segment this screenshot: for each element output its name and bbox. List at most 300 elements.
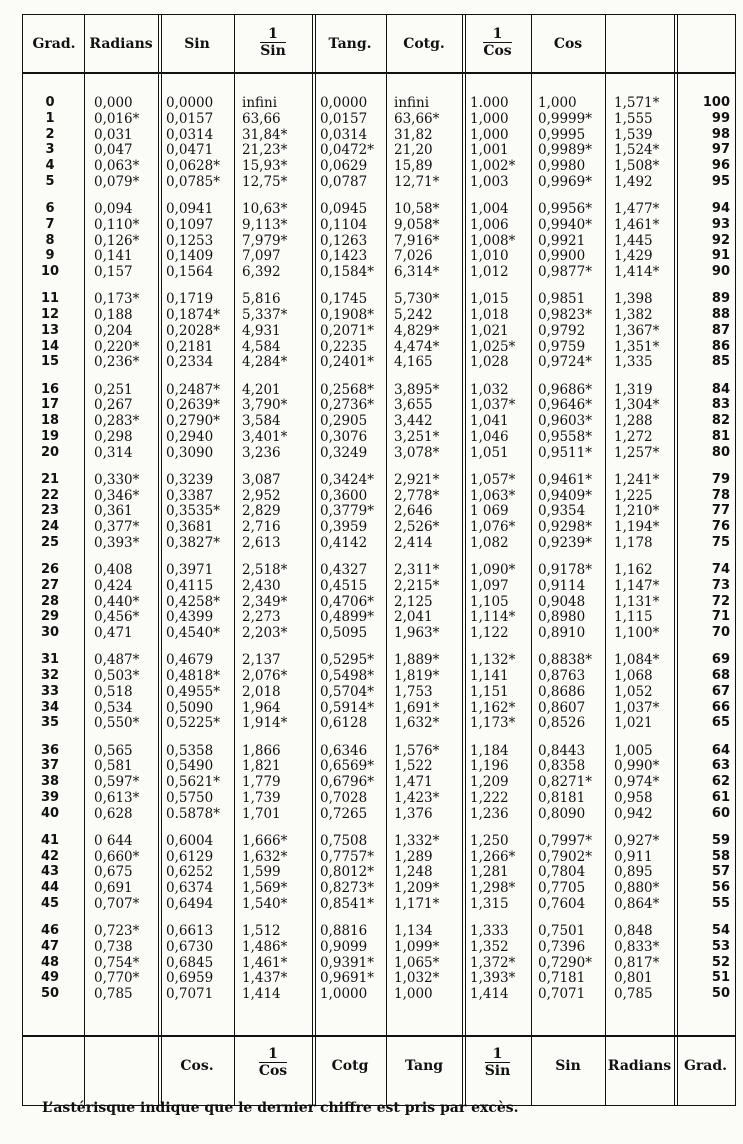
cell-inv-cos: 1,037* xyxy=(470,397,516,414)
cell-tang: 0,2736* xyxy=(320,397,374,414)
cell-inv-sin: 2,952 xyxy=(242,487,281,504)
cell-inv-cos: 1,004 xyxy=(470,201,509,217)
cell-grad-comp: 75 xyxy=(711,534,730,550)
cell-cotg: 63,66* xyxy=(394,110,440,127)
cell-cos: 0,9989* xyxy=(538,142,592,159)
cell-radians: 0,613* xyxy=(94,789,140,806)
cell-radians-comp: 0,848 xyxy=(614,923,653,939)
cell-cotg: 12,71* xyxy=(394,173,440,190)
cell-sin: 0,6959 xyxy=(166,970,214,987)
cell-cos: 0,8443 xyxy=(538,742,586,759)
cell-radians-comp: 1,319 xyxy=(614,381,653,398)
cell-cotg: 6,314* xyxy=(394,264,440,280)
cell-grad: 1 xyxy=(45,110,55,126)
cell-sin: 0,4540* xyxy=(166,625,220,641)
cell-inv-sin: 4,931 xyxy=(242,322,281,339)
cell-inv-sin: 1,569* xyxy=(242,880,288,896)
cell-grad: 5 xyxy=(45,173,55,189)
cell-radians: 0,723* xyxy=(94,923,140,939)
cell-radians: 0,597* xyxy=(94,774,140,790)
cell-inv-sin: 31,84* xyxy=(242,126,288,143)
cell-inv-sin: 1,866 xyxy=(242,742,281,759)
cell-radians: 0,094 xyxy=(94,201,133,217)
cell-grad: 16 xyxy=(40,381,60,397)
cell-inv-cos: 1,008* xyxy=(470,232,516,249)
cell-cotg: 1,332* xyxy=(394,832,440,849)
cell-cos: 0,9921 xyxy=(538,232,586,249)
cell-grad: 18 xyxy=(40,413,60,428)
cell-sin: 0,0628* xyxy=(166,158,220,174)
cell-radians: 0,346* xyxy=(94,487,140,504)
cell-sin: 0,3090 xyxy=(166,444,214,461)
cell-radians: 0,047 xyxy=(94,142,133,159)
cell-cos: 0,9792 xyxy=(538,322,586,339)
cell-grad: 26 xyxy=(40,562,60,577)
cell-radians: 0,565 xyxy=(94,742,133,759)
footer-sin: Sin xyxy=(555,1058,581,1074)
cell-cos: 0,8686 xyxy=(538,683,586,700)
cell-inv-sin: 2,430 xyxy=(242,577,281,594)
cell-tang: 0,6796* xyxy=(320,774,374,790)
cell-radians: 0,126* xyxy=(94,232,140,249)
cell-radians-comp: 1,524* xyxy=(614,142,660,159)
cell-inv-cos: 1,196 xyxy=(470,758,509,775)
footer-grad: Grad. xyxy=(683,1058,728,1074)
cell-tang: 0,7265 xyxy=(320,805,368,822)
cell-cos: 0,8526 xyxy=(538,715,586,732)
cell-radians-comp: 1,021 xyxy=(614,715,653,732)
cell-radians-comp: 0,927* xyxy=(614,832,660,849)
cell-cotg: 15,89 xyxy=(394,158,433,174)
cell-cotg: 5,730* xyxy=(394,291,440,308)
cell-cotg: 1,423* xyxy=(394,789,440,806)
cell-radians: 0,063* xyxy=(94,158,140,174)
cell-cotg: 1,819* xyxy=(394,668,440,684)
cell-cotg: 4,165 xyxy=(394,354,433,371)
cell-radians: 0,141 xyxy=(94,248,133,265)
cell-radians-comp: 1,351* xyxy=(614,338,660,355)
cell-sin: 0,2181 xyxy=(166,338,214,355)
cell-grad-comp: 90 xyxy=(711,264,730,279)
cell-inv-sin: 10,63* xyxy=(242,201,288,217)
cell-inv-cos: 1,352 xyxy=(470,938,509,955)
cell-tang: 0,1745 xyxy=(320,291,368,308)
cell-tang: 0,1908* xyxy=(320,307,374,323)
cell-grad: 17 xyxy=(40,397,60,413)
cell-radians-comp: 0,974* xyxy=(614,774,660,790)
cell-tang: 0,1423 xyxy=(320,248,368,265)
cell-inv-cos: 1,393* xyxy=(470,970,516,987)
cell-inv-cos: 1,266* xyxy=(470,848,516,865)
cell-grad: 34 xyxy=(40,699,60,715)
cell-inv-cos: 1,003 xyxy=(470,173,509,190)
cell-grad-comp: 51 xyxy=(711,970,730,986)
cell-inv-sin: 1,414 xyxy=(242,986,281,1002)
cell-grad-comp: 61 xyxy=(711,789,730,805)
cell-grad-comp: 76 xyxy=(711,519,730,534)
cell-radians-comp: 1,398 xyxy=(614,291,653,308)
cell-tang: 0,1584* xyxy=(320,264,374,280)
cell-tang: 0,5498* xyxy=(320,668,374,684)
cell-grad: 0 xyxy=(45,95,55,110)
cell-cotg: 31,82 xyxy=(394,126,433,143)
cell-radians: 0,581 xyxy=(94,758,133,775)
cell-radians-comp: 1,571* xyxy=(614,95,660,111)
cell-cos: 0,9178* xyxy=(538,562,592,578)
cell-inv-sin: 1,599 xyxy=(242,864,281,881)
cell-sin: 0,3387 xyxy=(166,487,214,504)
cell-sin: 0,2940 xyxy=(166,428,214,445)
cell-tang: 0,8541* xyxy=(320,895,374,912)
cell-grad-comp: 82 xyxy=(711,413,730,428)
cell-grad-comp: 85 xyxy=(711,354,730,370)
cell-radians-comp: 0,911 xyxy=(614,848,653,865)
cell-inv-cos: 1,281 xyxy=(470,864,509,881)
cell-grad-comp: 60 xyxy=(711,805,730,821)
cell-grad-comp: 96 xyxy=(711,158,730,173)
cell-radians: 0,534 xyxy=(94,699,133,716)
cell-radians-comp: 0,817* xyxy=(614,954,660,971)
footer-cotg: Cotg xyxy=(331,1058,369,1074)
cell-grad-comp: 72 xyxy=(711,593,730,609)
cell-sin: 0,0000 xyxy=(166,95,214,111)
cell-radians: 0,110* xyxy=(94,216,140,233)
cell-cos: 0,8838* xyxy=(538,652,592,669)
cell-inv-sin: 3,401* xyxy=(242,428,288,445)
cell-cotg: 3,078* xyxy=(394,444,440,461)
cell-tang: 0,3600 xyxy=(320,487,368,504)
cell-inv-sin: 1,540* xyxy=(242,895,288,912)
cell-grad: 25 xyxy=(40,534,60,550)
cell-radians-comp: 1,210* xyxy=(614,503,660,520)
cell-inv-cos: 1,000 xyxy=(470,110,509,127)
cell-grad: 4 xyxy=(45,158,55,173)
cell-sin: 0,4258* xyxy=(166,593,220,610)
cell-grad: 50 xyxy=(40,986,60,1001)
cell-inv-sin: 1,632* xyxy=(242,848,288,865)
cell-grad: 33 xyxy=(40,683,60,699)
cell-inv-cos: 1,222 xyxy=(470,789,509,806)
cell-cos: 0,8980 xyxy=(538,609,586,626)
cell-radians-comp: 0,833* xyxy=(614,938,660,955)
cell-grad-comp: 57 xyxy=(711,864,730,880)
cell-sin: 0,0785* xyxy=(166,173,220,190)
cell-grad: 28 xyxy=(40,593,60,609)
cell-sin: 0,5358 xyxy=(166,742,214,759)
cell-grad-comp: 81 xyxy=(711,428,730,444)
cell-sin: 0,2790* xyxy=(166,413,220,429)
cell-inv-cos: 1,105 xyxy=(470,593,509,610)
cell-inv-sin: 1,964 xyxy=(242,699,281,716)
cell-tang: 0,7508 xyxy=(320,832,368,849)
cell-cos: 0,9724* xyxy=(538,354,592,371)
cell-cos: 0,7071 xyxy=(538,986,586,1002)
cell-inv-sin: 12,75* xyxy=(242,173,288,190)
cell-radians-comp: 1,272 xyxy=(614,428,653,445)
cell-inv-sin: 2,018 xyxy=(242,683,281,700)
cell-tang: 0,5704* xyxy=(320,683,374,700)
cell-radians-comp: 1,335 xyxy=(614,354,653,371)
cell-sin: 0,2334 xyxy=(166,354,214,371)
cell-inv-cos: 1,002* xyxy=(470,158,516,174)
cell-cotg: 1,522 xyxy=(394,758,433,775)
cell-tang: 0,1104 xyxy=(320,216,368,233)
cell-tang: 0,7757* xyxy=(320,848,374,865)
cell-sin: 0,1564 xyxy=(166,264,214,280)
cell-cotg: 1,134 xyxy=(394,923,433,939)
cell-sin: 0,6494 xyxy=(166,895,214,912)
cell-cotg: 1,171* xyxy=(394,895,440,912)
cell-sin: 0,6129 xyxy=(166,848,214,865)
cell-grad: 21 xyxy=(40,471,60,487)
cell-cotg: 1,065* xyxy=(394,954,440,971)
cell-grad: 13 xyxy=(40,322,60,338)
cell-sin: 0,3827* xyxy=(166,534,220,551)
cell-grad-comp: 71 xyxy=(711,609,730,625)
cell-cotg: 1,248 xyxy=(394,864,433,881)
header-cotg: Cotg. xyxy=(403,36,445,52)
cell-inv-sin: 1,512 xyxy=(242,923,281,939)
cell-grad-comp: 55 xyxy=(711,895,730,911)
cell-cotg: 1,209* xyxy=(394,880,440,896)
cell-inv-cos: 1,141 xyxy=(470,668,509,684)
cell-inv-sin: 2,349* xyxy=(242,593,288,610)
cell-tang: 0,2905 xyxy=(320,413,368,429)
cell-cos: 0,7804 xyxy=(538,864,586,881)
cell-inv-cos: 1,298* xyxy=(470,880,516,896)
cell-radians-comp: 0,990* xyxy=(614,758,660,775)
cell-inv-sin: 1,437* xyxy=(242,970,288,987)
cell-tang: 0,0945 xyxy=(320,201,368,217)
cell-inv-sin: 1,739 xyxy=(242,789,281,806)
cell-inv-cos: 1,001 xyxy=(470,142,509,159)
cell-cos: 0,9686* xyxy=(538,381,592,398)
cell-radians-comp: 1,178 xyxy=(614,534,653,551)
cell-inv-cos: 1,028 xyxy=(470,354,509,371)
cell-tang: 0,6128 xyxy=(320,715,368,732)
cell-tang: 1,0000 xyxy=(320,986,368,1002)
cell-cotg: 1,032* xyxy=(394,970,440,987)
cell-inv-cos: 1,018 xyxy=(470,307,509,323)
cell-grad: 29 xyxy=(40,609,60,625)
cell-radians-comp: 0,864* xyxy=(614,895,660,912)
cell-inv-sin: 2,518* xyxy=(242,562,288,578)
cell-cos: 0,7181 xyxy=(538,970,586,987)
header-cos: Cos xyxy=(553,36,583,52)
cell-grad-comp: 50 xyxy=(711,986,730,1001)
cell-grad: 19 xyxy=(40,428,60,444)
cell-inv-cos: 1.000 xyxy=(470,95,509,111)
cell-cos: 0,7902* xyxy=(538,848,592,865)
cell-tang: 0,7028 xyxy=(320,789,368,806)
cell-grad-comp: 70 xyxy=(711,625,730,640)
cell-cos: 0,9354 xyxy=(538,503,586,520)
cell-tang: 0,8273* xyxy=(320,880,374,896)
cell-inv-sin: infini xyxy=(242,95,278,111)
cell-tang: 0,3249 xyxy=(320,444,368,461)
cell-grad: 3 xyxy=(45,142,55,158)
cell-grad-comp: 66 xyxy=(711,699,730,715)
cell-radians-comp: 1,225 xyxy=(614,487,653,504)
cell-tang: 0,9391* xyxy=(320,954,374,971)
cell-grad: 14 xyxy=(40,338,60,354)
cell-cotg: 2,526* xyxy=(394,519,440,535)
cell-tang: 0,0314 xyxy=(320,126,368,143)
cell-radians: 0 644 xyxy=(94,832,133,849)
cell-inv-cos: 1,236 xyxy=(470,805,509,822)
cell-sin: 0,6845 xyxy=(166,954,214,971)
cell-radians-comp: 1,162 xyxy=(614,562,653,578)
cell-cos: 0,9823* xyxy=(538,307,592,323)
cell-grad-comp: 93 xyxy=(711,216,730,232)
cell-cos: 0,9461* xyxy=(538,471,592,488)
cell-cotg: 2,311* xyxy=(394,562,440,578)
cell-cotg: 2,414 xyxy=(394,534,433,551)
cell-grad-comp: 65 xyxy=(711,715,730,731)
cell-sin: 0,6613 xyxy=(166,923,214,939)
cell-cotg: 4,829* xyxy=(394,322,440,339)
cell-grad-comp: 68 xyxy=(711,668,730,683)
cell-inv-cos: 1,006 xyxy=(470,216,509,233)
cell-radians: 0,691 xyxy=(94,880,133,896)
cell-radians-comp: 1,382 xyxy=(614,307,653,323)
cell-grad: 44 xyxy=(40,880,60,895)
cell-radians: 0,079* xyxy=(94,173,140,190)
cell-cotg: 3,251* xyxy=(394,428,440,445)
cell-tang: 0,3779* xyxy=(320,503,374,520)
cell-inv-sin: 2,076* xyxy=(242,668,288,684)
cell-radians-comp: 0,895 xyxy=(614,864,653,881)
cell-grad: 10 xyxy=(40,264,60,279)
cell-radians: 0,283* xyxy=(94,413,140,429)
cell-inv-cos: 1,151 xyxy=(470,683,509,700)
cell-sin: 0,4955* xyxy=(166,683,220,700)
cell-inv-sin: 2,137 xyxy=(242,652,281,669)
cell-inv-cos: 1,132* xyxy=(470,652,516,669)
cell-grad: 48 xyxy=(40,954,60,970)
cell-radians: 0,550* xyxy=(94,715,140,732)
cell-sin: 0,4399 xyxy=(166,609,214,626)
cell-cotg: 1,963* xyxy=(394,625,440,641)
cell-inv-cos: 1,051 xyxy=(470,444,509,461)
cell-cos: 0,9298* xyxy=(538,519,592,535)
cell-cos: 0,8090 xyxy=(538,805,586,822)
cell-inv-sin: 15,93* xyxy=(242,158,288,174)
cell-grad-comp: 99 xyxy=(711,110,730,126)
cell-tang: 0,2235 xyxy=(320,338,368,355)
cell-radians: 0,000 xyxy=(94,95,133,111)
cell-radians-comp: 1,461* xyxy=(614,216,660,233)
cell-cos: 0,9900 xyxy=(538,248,586,265)
cell-cotg: 1,376 xyxy=(394,805,433,822)
cell-radians-comp: 1,367* xyxy=(614,322,660,339)
cell-grad-comp: 59 xyxy=(711,832,730,848)
cell-inv-cos: 1,173* xyxy=(470,715,516,732)
cell-radians-comp: 1,037* xyxy=(614,699,660,716)
cell-cos: 0,9940* xyxy=(538,216,592,233)
cell-sin: 0,0471 xyxy=(166,142,214,159)
cell-grad: 23 xyxy=(40,503,60,519)
cell-tang: 0,9691* xyxy=(320,970,374,987)
cell-grad-comp: 89 xyxy=(711,291,730,307)
cell-grad-comp: 80 xyxy=(711,444,730,460)
cell-inv-sin: 21,23* xyxy=(242,142,288,159)
cell-sin: 0,1253 xyxy=(166,232,214,249)
cell-grad-comp: 77 xyxy=(711,503,730,519)
cell-radians-comp: 1,194* xyxy=(614,519,660,535)
cell-grad: 37 xyxy=(40,758,60,774)
cell-grad-comp: 73 xyxy=(711,577,730,593)
cell-sin: 0,3681 xyxy=(166,519,214,535)
cell-inv-cos: 1,000 xyxy=(470,126,509,143)
cell-radians: 0,267 xyxy=(94,397,133,414)
cell-radians-comp: 1,131* xyxy=(614,593,660,610)
cell-grad: 35 xyxy=(40,715,60,731)
cell-inv-cos: 1,063* xyxy=(470,487,516,504)
cell-radians: 0,173* xyxy=(94,291,140,308)
cell-tang: 0,4515 xyxy=(320,577,368,594)
cell-radians: 0,660* xyxy=(94,848,140,865)
cell-radians: 0,440* xyxy=(94,593,140,610)
cell-inv-cos: 1,082 xyxy=(470,534,509,551)
cell-tang: 0,4327 xyxy=(320,562,368,578)
cell-grad-comp: 87 xyxy=(711,322,730,338)
cell-grad-comp: 79 xyxy=(711,471,730,487)
cell-inv-cos: 1,041 xyxy=(470,413,509,429)
cell-grad: 36 xyxy=(40,742,60,758)
cell-tang: 0,6346 xyxy=(320,742,368,759)
cell-sin: 0,0314 xyxy=(166,126,214,143)
cell-cotg: infini xyxy=(394,95,430,111)
cell-radians: 0,157 xyxy=(94,264,133,280)
cell-cotg: 2,125 xyxy=(394,593,433,610)
cell-radians: 0,393* xyxy=(94,534,140,551)
cell-radians-comp: 0,785 xyxy=(614,986,653,1002)
cell-grad: 41 xyxy=(40,832,60,848)
cell-cos: 0,7604 xyxy=(538,895,586,912)
cell-tang: 0,0157 xyxy=(320,110,368,127)
cell-inv-cos: 1,046 xyxy=(470,428,509,445)
cell-sin: 0,3971 xyxy=(166,562,214,578)
cell-grad: 22 xyxy=(40,487,60,503)
cell-grad-comp: 69 xyxy=(711,652,730,668)
cell-radians: 0,361 xyxy=(94,503,133,520)
cell-cos: 0,7705 xyxy=(538,880,586,896)
cell-radians: 0,675 xyxy=(94,864,133,881)
cell-grad: 30 xyxy=(40,625,60,640)
cell-cotg: 1,000 xyxy=(394,986,433,1002)
header-grad: Grad. xyxy=(32,36,76,52)
cell-tang: 0,2071* xyxy=(320,322,374,339)
cell-cotg: 1,099* xyxy=(394,938,440,955)
cell-sin: 0,7071 xyxy=(166,986,214,1002)
cell-radians-comp: 1,052 xyxy=(614,683,653,700)
cell-inv-sin: 3,584 xyxy=(242,413,281,429)
cell-radians-comp: 1,555 xyxy=(614,110,653,127)
cell-radians-comp: 1,100* xyxy=(614,625,660,641)
cell-sin: 0,5225* xyxy=(166,715,220,732)
cell-inv-sin: 7,979* xyxy=(242,232,288,249)
cell-tang: 0,4142 xyxy=(320,534,368,551)
cell-sin: 0,3239 xyxy=(166,471,214,488)
cell-grad: 40 xyxy=(40,805,60,821)
cell-tang: 0,5295* xyxy=(320,652,374,669)
cell-inv-sin: 3,236 xyxy=(242,444,281,461)
cell-cos: 0,9956* xyxy=(538,201,592,217)
cell-sin: 0,6730 xyxy=(166,938,214,955)
cell-grad: 15 xyxy=(40,354,60,370)
footer-tang: Tang xyxy=(404,1058,444,1074)
